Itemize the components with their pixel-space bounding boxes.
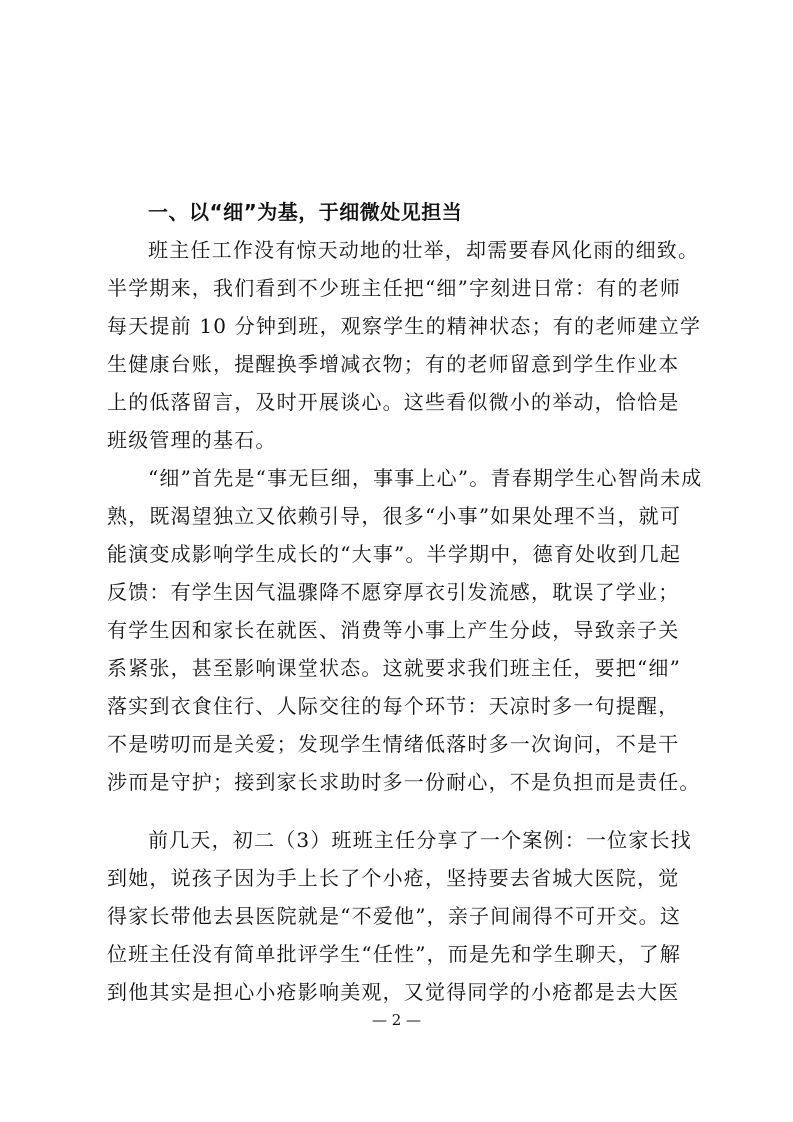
paragraph-1-line-6: 班级管理的基石。 xyxy=(107,428,277,452)
paragraph-2-line-6: 系紧张，甚至影响课堂状态。这就要求我们班主任，要把“细” xyxy=(107,656,682,680)
paragraph-2-line-5: 有学生因和家长在就医、消费等小事上产生分歧，导致亲子关 xyxy=(107,618,680,642)
paragraph-2-line-7: 落实到衣食住行、人际交往的每个环节：天凉时多一句提醒， xyxy=(107,694,680,718)
paragraph-3-line-3: 得家长带他去县医院就是“不爱他”，亲子间闹得不可开交。这 xyxy=(107,904,682,928)
page-number: — 2 — xyxy=(371,1011,422,1029)
paragraph-2-line-9: 涉而是守护；接到家长求助时多一份耐心，不是负担而是责任。 xyxy=(107,770,701,794)
paragraph-3-line-5: 到他其实是担心小疮影响美观，又觉得同学的小疮都是去大医 xyxy=(107,980,680,1004)
paragraph-2-line-1: “细”首先是“事无巨细，事事上心”。青春期学生心智尚未成 xyxy=(148,466,703,490)
paragraph-1-line-3: 每天提前 10 分钟到班，观察学生的精神状态；有的老师建立学 xyxy=(107,314,702,338)
paragraph-3-line-2: 到她，说孩子因为手上长了个小疮，坚持要去省城大医院，觉 xyxy=(107,866,680,890)
paragraph-2-line-4: 反馈：有学生因气温骤降不愿穿厚衣引发流感，耽误了学业； xyxy=(107,580,680,604)
paragraph-1-line-5: 上的低落留言，及时开展谈心。这些看似微小的举动，恰恰是 xyxy=(107,390,680,414)
paragraph-3-line-1: 前几天，初二（3）班班主任分享了一个案例：一位家长找 xyxy=(148,828,692,852)
section-heading: 一、以“细”为基，于细微处见担当 xyxy=(148,200,463,224)
paragraph-3-line-4: 位班主任没有简单批评学生“任性”，而是先和学生聊天，了解 xyxy=(107,942,682,966)
paragraph-1-line-1: 班主任工作没有惊天动地的壮举，却需要春风化雨的细致。 xyxy=(148,238,700,262)
paragraph-2-line-8: 不是唠叨而是关爱；发现学生情绪低落时多一次询问，不是干 xyxy=(107,732,680,756)
paragraph-2-line-2: 熟，既渴望独立又依赖引导，很多“小事”如果处理不当，就可 xyxy=(107,504,682,528)
paragraph-2-line-3: 能演变成影响学生成长的“大事”。半学期中，德育处收到几起 xyxy=(107,542,682,566)
paragraph-1-line-2: 半学期来，我们看到不少班主任把“细”字刻进日常：有的老师 xyxy=(107,276,682,300)
paragraph-1-line-4: 生健康台账，提醒换季增减衣物；有的老师留意到学生作业本 xyxy=(107,352,680,376)
